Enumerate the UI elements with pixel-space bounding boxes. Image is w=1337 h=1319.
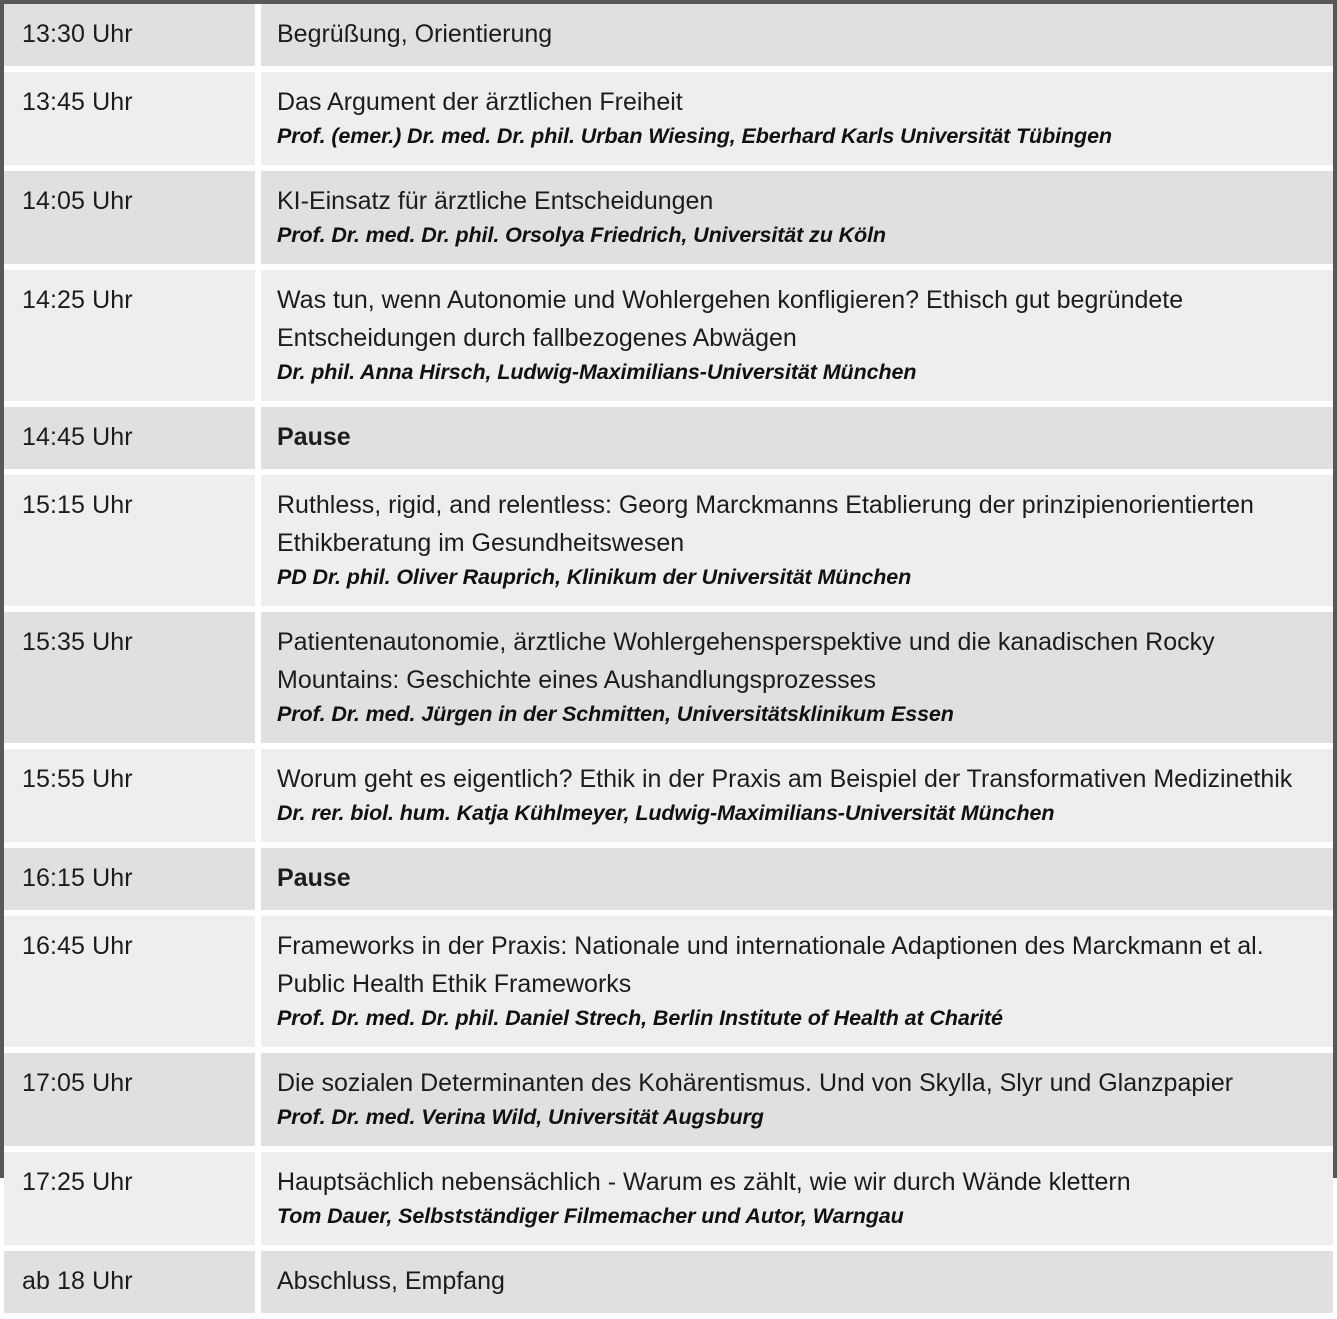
schedule-entry-cell <box>261 1053 1333 1146</box>
schedule-entry-speaker: Prof. Dr. med. Jürgen in der Schmitten, Universitätsklinikum Essen <box>277 702 954 726</box>
schedule-entry-title: Frameworks in der Praxis: Nationale und internationale Adaptionen des Marckmann et al. Public Health Ethik Frameworks <box>277 932 1264 998</box>
frame-border-right <box>1333 0 1337 1178</box>
table-row <box>4 916 1333 1047</box>
schedule-entry-speaker: Dr. phil. Anna Hirsch, Ludwig-Maximilians-Universität München <box>277 360 917 384</box>
schedule-entry-title: Abschluss, Empfang <box>277 1267 505 1295</box>
schedule-entry-cell <box>261 848 1333 910</box>
schedule-entry-speaker: Prof. Dr. med. Verina Wild, Universität Augsburg <box>277 1105 764 1129</box>
schedule-entry-title: Was tun, wenn Autonomie und Wohlergehen konfligieren? Ethisch gut begründete Entscheidungen durch fallbezogenes Abwägen <box>277 286 1184 352</box>
schedule-entry-title: Pause <box>277 864 351 892</box>
table-row <box>4 1251 1333 1313</box>
schedule-time-cell: 16:15 Uhr <box>4 848 255 910</box>
table-row <box>4 848 1333 910</box>
schedule-time-cell: 14:05 Uhr <box>4 171 255 264</box>
schedule-time-cell: 14:45 Uhr <box>4 407 255 469</box>
schedule-entry-cell <box>261 72 1333 165</box>
schedule-entry-cell <box>261 916 1333 1047</box>
schedule-entry-speaker: Prof. Dr. med. Dr. phil. Orsolya Friedrich, Universität zu Köln <box>277 223 886 247</box>
schedule-entry-cell <box>261 171 1333 264</box>
schedule-time-cell: 14:25 Uhr <box>4 270 255 401</box>
schedule-entry-title: Das Argument der ärztlichen Freiheit <box>277 88 683 116</box>
schedule-entry-title: Pause <box>277 423 351 451</box>
table-row <box>4 72 1333 165</box>
table-row <box>4 749 1333 842</box>
schedule-entry-title: Patientenautonomie, ärztliche Wohlergehensperspektive und die kanadischen Rocky Mountains: Geschichte eines Aushandlungsprozesses <box>277 628 1215 694</box>
schedule-time-cell: 17:25 Uhr <box>4 1152 255 1245</box>
schedule-time-cell: 16:45 Uhr <box>4 916 255 1047</box>
schedule-entry-speaker: Prof. (emer.) Dr. med. Dr. phil. Urban Wiesing, Eberhard Karls Universität Tübingen <box>277 124 1112 148</box>
schedule-entry-title: Ruthless, rigid, and relentless: Georg Marckmanns Etablierung der prinzipienorientierten Ethikberatung im Gesundheitswesen <box>277 491 1254 557</box>
schedule-entry-speaker: Tom Dauer, Selbstständiger Filmemacher und Autor, Warngau <box>277 1204 904 1228</box>
schedule-table <box>4 4 1333 1319</box>
table-row <box>4 1152 1333 1245</box>
schedule-entry-title: KI-Einsatz für ärztliche Entscheidungen <box>277 187 714 215</box>
schedule-time-cell: 15:15 Uhr <box>4 475 255 606</box>
schedule-entry-title: Worum geht es eigentlich? Ethik in der Praxis am Beispiel der Transformativen Medizinethik <box>277 765 1293 793</box>
schedule-entry-speaker: PD Dr. phil. Oliver Rauprich, Klinikum der Universität München <box>277 565 912 589</box>
schedule-time-cell: ab 18 Uhr <box>4 1251 255 1313</box>
schedule-entry-cell <box>261 270 1333 401</box>
table-row <box>4 4 1333 66</box>
schedule-entry-cell <box>261 407 1333 469</box>
schedule-entry-cell <box>261 1152 1333 1245</box>
table-row <box>4 475 1333 606</box>
table-row <box>4 612 1333 743</box>
schedule-entry-speaker: Dr. rer. biol. hum. Katja Kühlmeyer, Ludwig-Maximilians-Universität München <box>277 801 1055 825</box>
schedule-entry-cell <box>261 1251 1333 1313</box>
schedule-entry-title: Hauptsächlich nebensächlich - Warum es zählt, wie wir durch Wände klettern <box>277 1168 1131 1196</box>
schedule-time-cell: 13:30 Uhr <box>4 4 255 66</box>
schedule-entry-cell <box>261 4 1333 66</box>
schedule-time-cell: 15:35 Uhr <box>4 612 255 743</box>
schedule-time-cell: 13:45 Uhr <box>4 72 255 165</box>
table-row <box>4 1053 1333 1146</box>
schedule-entry-title: Die sozialen Determinanten des Kohärentismus. Und von Skylla, Slyr und Glanzpapier <box>277 1069 1234 1097</box>
table-row <box>4 407 1333 469</box>
schedule-time-cell: 17:05 Uhr <box>4 1053 255 1146</box>
schedule-entry-cell <box>261 612 1333 743</box>
schedule-time-cell: 15:55 Uhr <box>4 749 255 842</box>
schedule-entry-speaker: Prof. Dr. med. Dr. phil. Daniel Strech, Berlin Institute of Health at Charité <box>277 1006 1003 1030</box>
schedule-entry-cell <box>261 749 1333 842</box>
table-row <box>4 270 1333 401</box>
schedule-entry-cell <box>261 475 1333 606</box>
schedule-entry-title: Begrüßung, Orientierung <box>277 20 553 48</box>
table-row <box>4 171 1333 264</box>
